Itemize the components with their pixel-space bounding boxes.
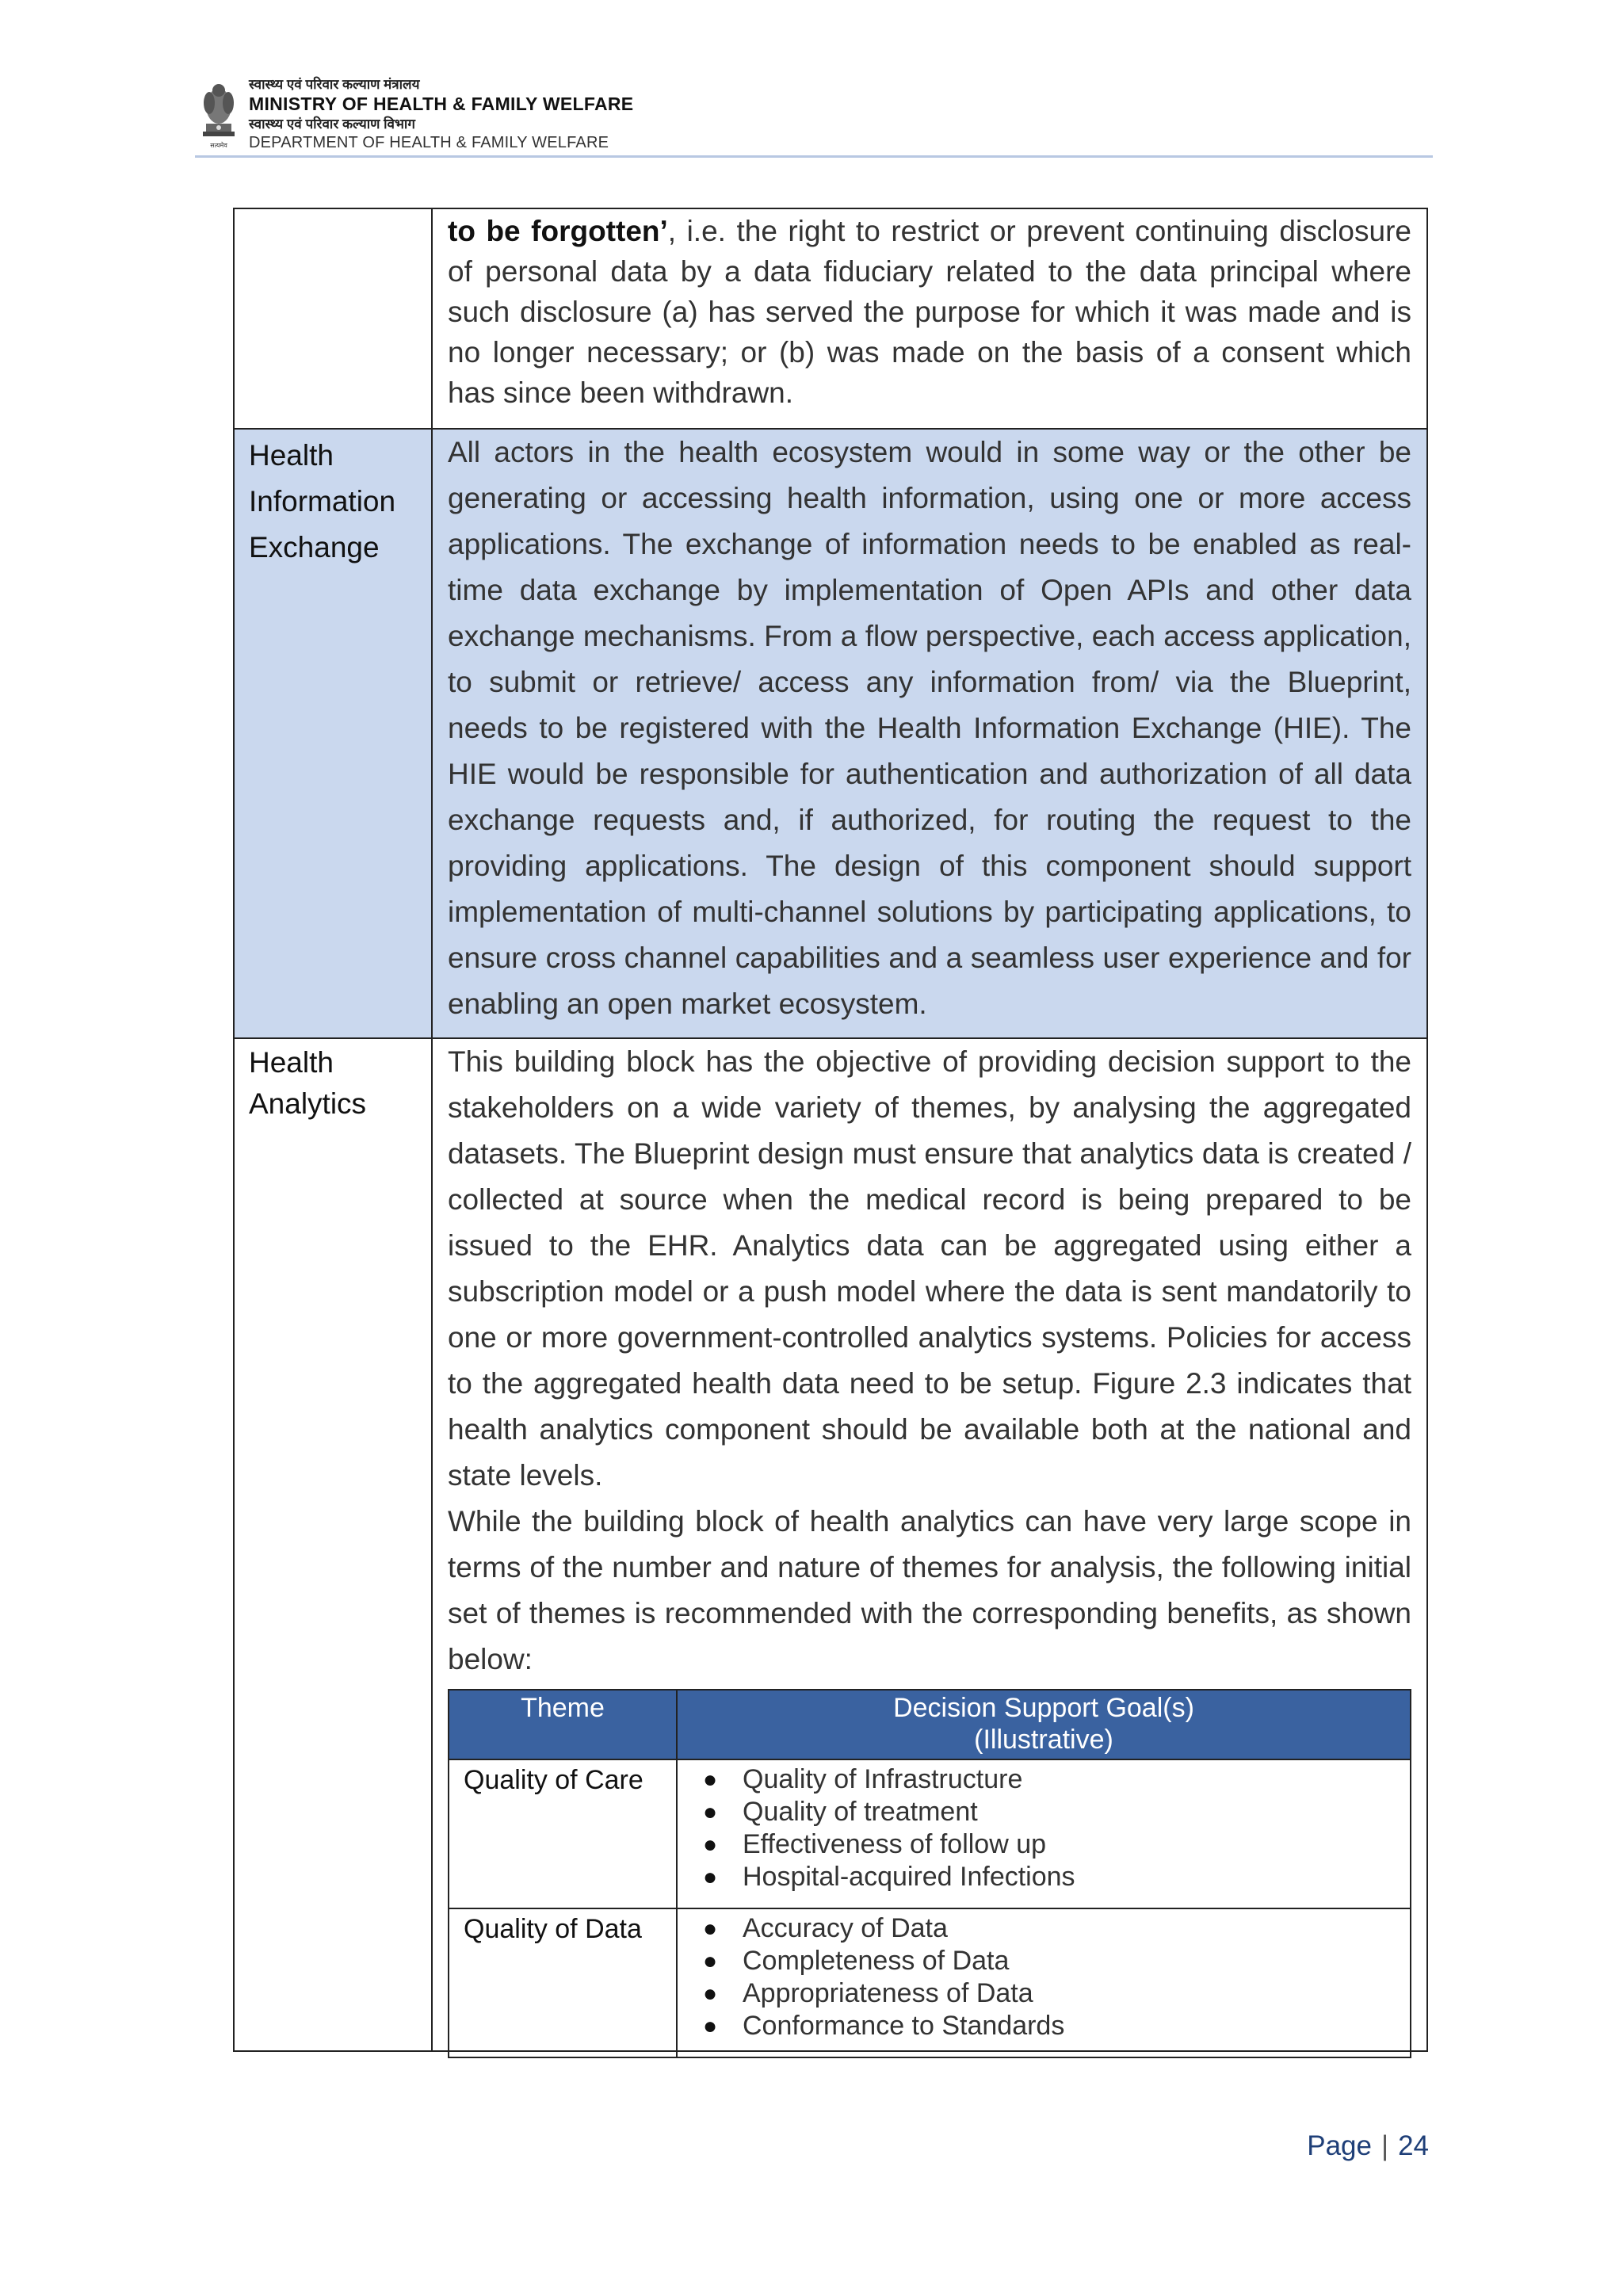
- national-emblem-icon: [198, 76, 239, 151]
- bullet-icon: ●: [702, 2013, 718, 2039]
- row-label-cell: Health Analytics: [235, 1039, 433, 2050]
- goal-text: Quality of Infrastructure: [743, 1764, 1023, 1794]
- analytics-paragraph-2: While the building block of health analytics can have very large scope in terms of the number and nature of themes for analysis, the following initial set of themes is recommended with the corresponding benefits, as shown below:: [448, 1505, 1411, 1675]
- goal-item: [678, 1763, 1410, 1796]
- goal-text: Completeness of Data: [743, 1946, 1010, 1976]
- themes-table: [448, 1689, 1411, 2058]
- goal-text: Appropriateness of Data: [743, 1978, 1033, 2008]
- bullet-icon: ●: [702, 1767, 718, 1793]
- themes-table-header: [449, 1690, 1410, 1759]
- goal-item: [678, 1796, 1410, 1828]
- header-goal: [678, 1690, 1410, 1759]
- goal-item: [678, 1861, 1410, 1893]
- themes-table-row: [449, 1759, 1410, 1908]
- building-blocks-table: [233, 208, 1428, 2052]
- bold-lead-text: to be forgotten’: [448, 215, 668, 247]
- bullet-icon: ●: [702, 1864, 718, 1890]
- bullet-icon: ●: [702, 1916, 718, 1942]
- row-description-cell: [433, 1039, 1426, 2050]
- page-header: [195, 73, 1433, 158]
- analytics-paragraph-1: This building block has the objective of providing decision support to the stakeholders on a wide variety of themes, by analysing the aggregated datasets. The Blueprint design must ensure that analytics data is created / collected at source when the medical record is being prepared to be issued to the EHR. Analytics data can be aggregated using either a subscription model or a push model where the data is sent mandatorily to one or more government-controlled analytics systems. Policies for access to the aggregated health data need to be setup. Figure 2.3 indicates that health analytics component should be available both at the national and state levels.: [448, 1045, 1411, 1492]
- goal-text: Conformance to Standards: [743, 2011, 1065, 2041]
- row-description-text: , i.e. the right to restrict or prevent continuing disclosure of personal data by a data fiduciary related to the data principal where such disclosure (a) has served the purpose for which it was made and is no longer necessary; or (b) was made on the basis of a consent which has since been withdrawn.: [448, 215, 1411, 409]
- goal-item: [678, 1828, 1410, 1861]
- goal-text: Hospital-acquired Infections: [743, 1862, 1075, 1892]
- goal-text: Effectiveness of follow up: [743, 1829, 1047, 1859]
- header-hindi-ministry: स्वास्थ्य एवं परिवार कल्याण मंत्रालय: [249, 77, 420, 92]
- goals-list: [678, 1760, 1410, 1908]
- goals-list: [678, 1909, 1410, 2057]
- row-label-cell: [235, 209, 433, 428]
- goal-item: [678, 1945, 1410, 1977]
- bullet-icon: ●: [702, 1799, 718, 1825]
- themes-table-row: [449, 1908, 1410, 2057]
- header-text-block: [249, 78, 633, 152]
- row-label-cell: Health Information Exchange: [235, 430, 433, 1037]
- page-footer: [1307, 2130, 1429, 2162]
- goal-text: Quality of treatment: [743, 1797, 978, 1827]
- theme-cell: Quality of Care: [449, 1760, 678, 1908]
- goal-item: [678, 1977, 1410, 2010]
- header-goal-line2: (Illustrative): [974, 1725, 1113, 1755]
- row-description-cell: [433, 430, 1426, 1037]
- row-description-text: All actors in the health ecosystem would in some way or the other be generating or accessing health information, using one or more access applications. The exchange of information needs to be enabled as real-time data exchange by implementation of Open APIs and other data exchange mechanisms. From a flow perspective, each access application, to submit or retrieve/ access any information from/ via the Blueprint, needs to be registered with the Health Information Exchange (HIE). The HIE would be responsible for authentication and authorization of all data exchange requests and, if authorized, for routing the request to the providing applications. The design of this component should support implementation of multi-channel solutions by participating applications, to ensure cross channel capabilities and a seamless user experience and for enabling an open market ecosystem.: [448, 436, 1411, 1020]
- bullet-icon: ●: [702, 1981, 718, 2007]
- page-number: 24: [1398, 2130, 1429, 2161]
- svg-text:सत्यमेव: सत्यमेव: [210, 142, 227, 149]
- goal-item: [678, 1912, 1410, 1945]
- table-row: [235, 209, 1426, 428]
- theme-cell: Quality of Data: [449, 1909, 678, 2057]
- table-row-health-analytics: [235, 1037, 1426, 2050]
- header-ministry-name: MINISTRY OF HEALTH & FAMILY WELFARE: [249, 94, 634, 114]
- bullet-icon: ●: [702, 1948, 718, 1974]
- goal-text: Accuracy of Data: [743, 1913, 948, 1943]
- header-goal-line1: Decision Support Goal(s): [893, 1693, 1194, 1723]
- page-label: Page: [1307, 2130, 1372, 2161]
- row-description-cell: [433, 209, 1426, 428]
- header-theme: Theme: [449, 1690, 678, 1759]
- bullet-icon: ●: [702, 1832, 718, 1858]
- goal-item: [678, 2010, 1410, 2042]
- header-department-name: DEPARTMENT OF HEALTH & FAMILY WELFARE: [249, 134, 609, 151]
- table-row-health-information-exchange: [235, 428, 1426, 1037]
- header-hindi-department: स्वास्थ्य एवं परिवार कल्याण विभाग: [249, 117, 415, 132]
- page-separator: |: [1381, 2130, 1389, 2161]
